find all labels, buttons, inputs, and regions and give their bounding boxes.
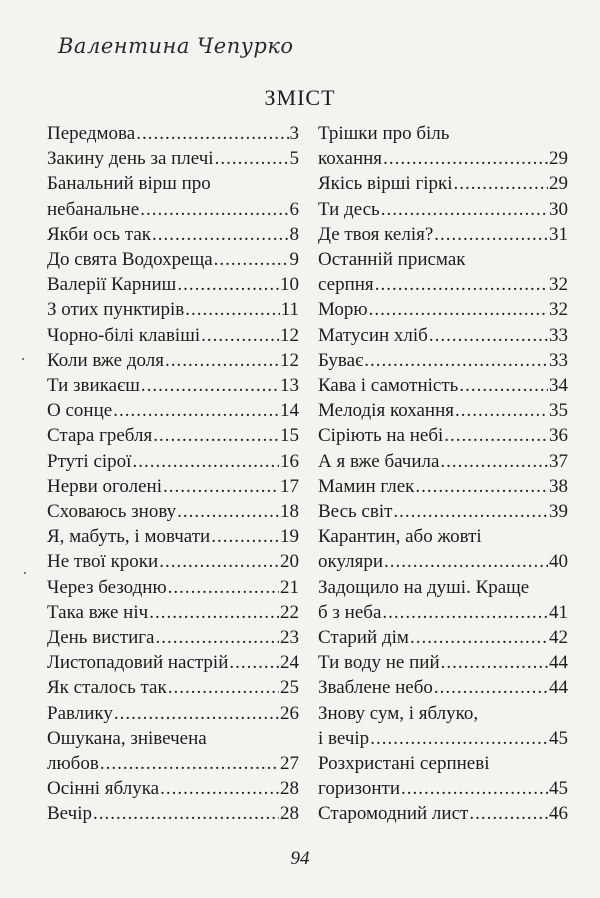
toc-entry bbox=[47, 272, 299, 297]
toc-entry-title: Ти десь bbox=[318, 198, 380, 220]
toc-entry-row bbox=[318, 373, 568, 398]
toc-entry-page: 29 bbox=[549, 148, 568, 170]
toc-entry-page: 30 bbox=[549, 198, 568, 220]
toc-entry-row bbox=[47, 650, 299, 675]
toc-entry bbox=[47, 121, 299, 146]
toc-entry-title: Через безодню bbox=[47, 576, 167, 598]
dot-leader bbox=[132, 449, 279, 474]
toc-entry bbox=[47, 323, 299, 348]
toc-entry-page: 6 bbox=[289, 198, 299, 220]
toc-entry bbox=[318, 801, 568, 826]
toc-entry bbox=[318, 650, 568, 675]
toc-entry-title: Де твоя келія? bbox=[318, 223, 434, 245]
toc-entry bbox=[47, 726, 299, 776]
dot-leader bbox=[441, 650, 548, 675]
toc-entry-row bbox=[318, 222, 568, 247]
dot-leader bbox=[153, 423, 279, 448]
toc-entry-row bbox=[318, 675, 568, 700]
toc-entry-title: Нерви оголені bbox=[47, 475, 162, 497]
toc-entry-row bbox=[318, 726, 568, 751]
toc-entry-title: Зваблене небо bbox=[318, 677, 433, 699]
dot-leader bbox=[434, 675, 548, 700]
toc-entry bbox=[318, 701, 568, 751]
toc-entry-title: Старий дім bbox=[318, 627, 409, 649]
toc-entry-page: 11 bbox=[280, 299, 299, 321]
dot-leader bbox=[381, 197, 548, 222]
toc-entry-page: 14 bbox=[280, 400, 299, 422]
toc-entry-page: 20 bbox=[280, 551, 299, 573]
toc-entry bbox=[318, 398, 568, 423]
toc-entry-page: 8 bbox=[289, 223, 299, 245]
toc-entry-page: 38 bbox=[549, 475, 568, 497]
toc-entry bbox=[318, 323, 568, 348]
dot-leader bbox=[454, 171, 548, 196]
toc-entry bbox=[47, 549, 299, 574]
toc-entry-page: 41 bbox=[549, 601, 568, 623]
toc-entry-title: Буває bbox=[318, 349, 364, 371]
toc-entry-row bbox=[47, 575, 299, 600]
toc-entry-title: Якісь вірші гіркі bbox=[318, 173, 453, 195]
toc-entry bbox=[47, 499, 299, 524]
toc-entry-page: 27 bbox=[280, 753, 299, 775]
toc-entry-page: 23 bbox=[280, 627, 299, 649]
toc-entry-title: Старомодний лист bbox=[318, 803, 469, 825]
toc-entry-title: День вистига bbox=[47, 627, 155, 649]
toc-entry bbox=[318, 499, 568, 524]
dot-leader bbox=[141, 373, 279, 398]
toc-entry bbox=[47, 247, 299, 272]
toc-entry-title: Кава і самотність bbox=[318, 375, 459, 397]
toc-entry-title-line: Розхристані серпневі bbox=[318, 753, 490, 775]
toc-entry bbox=[318, 348, 568, 373]
toc-entry-row bbox=[318, 146, 568, 171]
toc-entry-row bbox=[318, 348, 568, 373]
toc-entry-page: 36 bbox=[549, 425, 568, 447]
toc-entry bbox=[318, 625, 568, 650]
toc-entry-title: Закину день за плечі bbox=[47, 148, 214, 170]
toc-entry-row bbox=[47, 146, 299, 171]
toc-entry-row bbox=[47, 222, 299, 247]
toc-entry bbox=[318, 373, 568, 398]
dot-leader bbox=[469, 801, 548, 826]
toc-entry-page: 21 bbox=[280, 576, 299, 598]
toc-entry-page: 25 bbox=[280, 677, 299, 699]
toc-entry-title: Осінні яблука bbox=[47, 778, 160, 800]
toc-entry-page: 10 bbox=[280, 274, 299, 296]
dot-leader bbox=[152, 222, 288, 247]
toc-entry-row bbox=[318, 197, 568, 222]
toc-entry-page: 44 bbox=[549, 677, 568, 699]
toc-entry-row bbox=[47, 675, 299, 700]
dot-leader bbox=[410, 625, 548, 650]
toc-entry-title: кохання bbox=[318, 148, 383, 170]
toc-entry-page: 45 bbox=[549, 778, 568, 800]
toc-entry-title-line: Трішки про біль bbox=[318, 123, 450, 144]
toc-entry bbox=[47, 348, 299, 373]
dot-leader bbox=[114, 701, 279, 726]
toc-entry-page: 40 bbox=[549, 551, 568, 573]
toc-entry-title: Не твої кроки bbox=[47, 551, 159, 573]
toc-entry-page: 24 bbox=[280, 652, 299, 674]
toc-entry bbox=[47, 398, 299, 423]
toc-entry-title: серпня bbox=[318, 274, 374, 296]
dot-leader bbox=[165, 348, 279, 373]
toc-entry bbox=[318, 575, 568, 625]
toc-entry-title: Листопадовий настрій bbox=[47, 652, 229, 674]
toc-entry-page: 26 bbox=[280, 702, 299, 724]
toc-entry-row bbox=[47, 272, 299, 297]
dot-leader bbox=[401, 776, 548, 801]
toc-entry bbox=[47, 222, 299, 247]
toc-entry-title: Чорно-білі клавіші bbox=[47, 324, 201, 346]
toc-entry-title: Ти воду не пий bbox=[318, 652, 440, 674]
toc-entry-page: 3 bbox=[289, 123, 299, 144]
toc-entry-title: Мелодія кохання bbox=[318, 400, 454, 422]
toc-entry-page: 44 bbox=[549, 652, 568, 674]
toc-entry bbox=[47, 373, 299, 398]
author-name: Валентина Чепурко bbox=[58, 34, 294, 58]
toc-entry-row bbox=[318, 474, 568, 499]
toc-entry bbox=[47, 776, 299, 801]
dot-leader bbox=[160, 776, 279, 801]
dot-leader bbox=[140, 197, 288, 222]
dot-leader bbox=[444, 423, 548, 448]
toc-entry-row bbox=[47, 625, 299, 650]
toc-entry bbox=[47, 524, 299, 549]
toc-entry-title: Як сталось так bbox=[47, 677, 167, 699]
toc-entry bbox=[318, 121, 568, 171]
toc-entry-page: 35 bbox=[549, 400, 568, 422]
toc-entry-title: Я, мабуть, і мовчати bbox=[47, 526, 211, 548]
dot-leader bbox=[185, 297, 279, 322]
toc-entry bbox=[47, 600, 299, 625]
toc-entry-page: 12 bbox=[280, 324, 299, 346]
toc-entry-title: Ртуті сірої bbox=[47, 450, 132, 472]
dot-leader bbox=[364, 348, 548, 373]
toc-entry-row bbox=[47, 121, 299, 146]
dot-leader bbox=[100, 751, 279, 776]
toc-entry bbox=[318, 197, 568, 222]
dot-leader bbox=[455, 398, 548, 423]
toc-entry-row bbox=[47, 701, 299, 726]
toc-entry-page: 29 bbox=[549, 173, 568, 195]
toc-entry-title: Весь світ bbox=[318, 501, 393, 523]
toc-entry-page: 42 bbox=[549, 627, 568, 649]
toc-entry-row bbox=[318, 323, 568, 348]
toc-entry bbox=[47, 171, 299, 221]
toc-entry-title: окуляри bbox=[318, 551, 384, 573]
toc-entry-row bbox=[47, 247, 299, 272]
toc-entry-page: 9 bbox=[289, 249, 299, 271]
dot-leader bbox=[177, 272, 279, 297]
toc-entry-row bbox=[47, 297, 299, 322]
dot-leader bbox=[383, 146, 548, 171]
toc-entry-row bbox=[318, 801, 568, 826]
toc-entry-title-line: Останній присмак bbox=[318, 249, 466, 271]
toc-entry-title: б з неба bbox=[318, 601, 382, 623]
toc-entry-page: 39 bbox=[549, 501, 568, 523]
toc-entry-title: Вечір bbox=[47, 803, 92, 825]
toc-entry bbox=[318, 297, 568, 322]
toc-entry-title: До свята Водохреща bbox=[47, 249, 213, 271]
toc-entry-title-line: Ошукана, знівечена bbox=[47, 727, 207, 749]
toc-entry-title: Матусин хліб bbox=[318, 324, 428, 346]
toc-entry bbox=[47, 449, 299, 474]
toc-entry-page: 45 bbox=[549, 727, 568, 749]
toc-entry-title: горизонти bbox=[318, 778, 401, 800]
toc-entry-page: 34 bbox=[549, 375, 568, 397]
toc-entry-title: Стара гребля bbox=[47, 425, 153, 447]
toc-entry-page: 33 bbox=[549, 349, 568, 371]
dot-leader bbox=[113, 398, 279, 423]
dot-leader bbox=[393, 499, 548, 524]
toc-entry-page: 13 bbox=[280, 375, 299, 397]
toc-entry-row bbox=[318, 449, 568, 474]
dot-leader bbox=[136, 121, 288, 146]
toc-entry bbox=[318, 524, 568, 574]
toc-entry-page: 15 bbox=[280, 425, 299, 447]
toc-entry-title-line: Банальний вірш про bbox=[47, 173, 211, 195]
toc-entry bbox=[47, 297, 299, 322]
toc-entry-row bbox=[47, 751, 299, 776]
dot-leader bbox=[440, 449, 548, 474]
toc-entry bbox=[47, 801, 299, 826]
toc-entry bbox=[318, 171, 568, 196]
toc-entry-page: 32 bbox=[549, 299, 568, 321]
dot-leader bbox=[155, 625, 279, 650]
toc-entry bbox=[318, 222, 568, 247]
toc-entry-page: 31 bbox=[549, 223, 568, 245]
toc-entry-row bbox=[318, 398, 568, 423]
dot-leader bbox=[459, 373, 548, 398]
toc-entry-row bbox=[47, 776, 299, 801]
dot-leader bbox=[370, 726, 548, 751]
toc-entry-page: 46 bbox=[549, 803, 568, 825]
toc-entry-page: 28 bbox=[280, 803, 299, 825]
toc-entry bbox=[318, 449, 568, 474]
dot-leader bbox=[384, 549, 548, 574]
toc-entry-row bbox=[47, 323, 299, 348]
toc-entry-row bbox=[47, 474, 299, 499]
toc-entry-title: небанальне bbox=[47, 198, 140, 220]
dot-leader bbox=[93, 801, 279, 826]
dot-leader bbox=[215, 146, 289, 171]
dot-leader bbox=[429, 323, 548, 348]
toc-entry bbox=[318, 247, 568, 297]
dot-leader bbox=[163, 474, 279, 499]
toc-entry-page: 17 bbox=[280, 475, 299, 497]
page-number: 94 bbox=[290, 848, 310, 869]
dot-leader bbox=[168, 675, 279, 700]
dot-leader bbox=[434, 222, 548, 247]
toc-entry-row bbox=[318, 600, 568, 625]
toc-entry bbox=[47, 423, 299, 448]
dot-leader bbox=[177, 499, 279, 524]
toc-entry-row bbox=[318, 423, 568, 448]
toc-entry-title: Така вже ніч bbox=[47, 601, 149, 623]
toc-entry-page: 28 bbox=[280, 778, 299, 800]
toc-entry-row bbox=[318, 776, 568, 801]
toc-entry-row bbox=[47, 398, 299, 423]
toc-entry-title: Сховаюсь знову bbox=[47, 501, 177, 523]
toc-entry-row bbox=[318, 625, 568, 650]
toc-entry-page: 18 bbox=[280, 501, 299, 523]
dot-leader bbox=[159, 549, 279, 574]
toc-entry-page: 19 bbox=[280, 526, 299, 548]
toc-entry-row bbox=[47, 197, 299, 222]
toc-entry-title: Ти звикаєш bbox=[47, 375, 140, 397]
toc-entry bbox=[47, 625, 299, 650]
toc-entry-row bbox=[47, 524, 299, 549]
toc-entry-row bbox=[47, 499, 299, 524]
toc-entry-title: любов bbox=[47, 753, 99, 775]
toc-entry bbox=[47, 650, 299, 675]
toc-entry-title: Якби ось так bbox=[47, 223, 152, 245]
toc-entry-title: Равлику bbox=[47, 702, 113, 724]
toc-entry-title: З отих пунктирів bbox=[47, 299, 185, 321]
toc-entry-page: 5 bbox=[289, 148, 299, 170]
toc-entry-page: 37 bbox=[549, 450, 568, 472]
dot-leader bbox=[415, 474, 548, 499]
toc-entry-page: 12 bbox=[280, 349, 299, 371]
toc-entry-row bbox=[47, 600, 299, 625]
toc-entry bbox=[318, 751, 568, 801]
dot-leader bbox=[229, 650, 279, 675]
toc-right-column bbox=[318, 121, 568, 827]
toc-entry-page: 22 bbox=[280, 601, 299, 623]
dot-leader bbox=[375, 272, 548, 297]
toc-entry-title: Мамин глек bbox=[318, 475, 415, 497]
toc-entry-page: 33 bbox=[549, 324, 568, 346]
dot-leader bbox=[168, 575, 279, 600]
toc-entry-row bbox=[47, 348, 299, 373]
toc-entry-title: Передмова bbox=[47, 123, 136, 144]
dot-leader bbox=[211, 524, 279, 549]
toc-entry bbox=[47, 474, 299, 499]
toc-entry-row bbox=[318, 499, 568, 524]
toc-entry-row bbox=[318, 297, 568, 322]
toc-entry-title: Валерії Карниш bbox=[47, 274, 177, 296]
toc-entry-title: Морю bbox=[318, 299, 368, 321]
toc-entry-row bbox=[318, 650, 568, 675]
toc-entry bbox=[318, 474, 568, 499]
toc-entry-page: 32 bbox=[549, 274, 568, 296]
toc-entry-row bbox=[318, 171, 568, 196]
toc-entry bbox=[318, 423, 568, 448]
toc-entry bbox=[47, 675, 299, 700]
dot-leader bbox=[369, 297, 548, 322]
toc-entry-row bbox=[47, 549, 299, 574]
toc-entry-title: О сонце bbox=[47, 400, 113, 422]
dot-leader bbox=[382, 600, 548, 625]
toc-entry-row bbox=[318, 272, 568, 297]
toc-entry-row bbox=[47, 449, 299, 474]
toc-entry-row bbox=[47, 801, 299, 826]
toc-entry-row bbox=[47, 373, 299, 398]
toc-entry-row bbox=[318, 549, 568, 574]
toc-entry bbox=[47, 575, 299, 600]
toc-entry bbox=[318, 675, 568, 700]
toc-entry-title: А я вже бачила bbox=[318, 450, 440, 472]
toc-entry-title-line: Задощило на душі. Краще bbox=[318, 576, 530, 598]
toc-entry-title: Коли вже доля bbox=[47, 349, 164, 371]
toc-heading: ЗМІСТ bbox=[264, 85, 336, 110]
toc-entry-title-line: Знову сум, і яблуко, bbox=[318, 702, 479, 724]
dot-leader bbox=[149, 600, 279, 625]
toc-entry-row bbox=[47, 423, 299, 448]
toc-entry bbox=[47, 146, 299, 171]
toc-entry-title: Сіріють на небі bbox=[318, 425, 444, 447]
toc-entry-title-line: Карантин, або жовті bbox=[318, 526, 482, 548]
dot-leader bbox=[214, 247, 289, 272]
paper-speck bbox=[24, 572, 26, 574]
dot-leader bbox=[201, 323, 279, 348]
toc-entry bbox=[47, 701, 299, 726]
toc-left-column bbox=[47, 121, 299, 827]
toc-entry-page: 16 bbox=[280, 450, 299, 472]
toc-entry-title: і вечір bbox=[318, 727, 370, 749]
paper-speck bbox=[22, 358, 24, 360]
